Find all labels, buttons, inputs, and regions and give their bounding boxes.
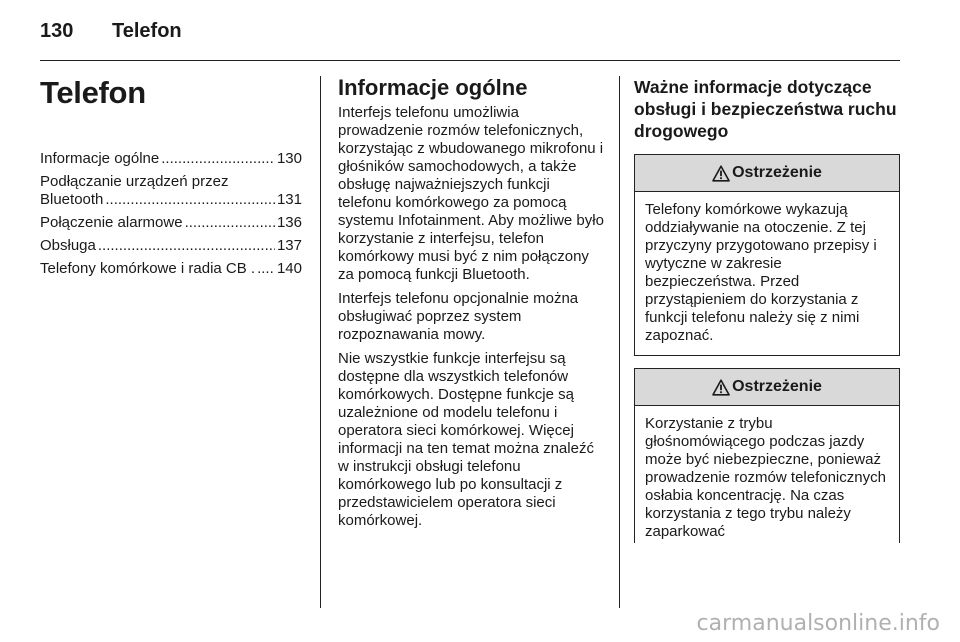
- toc-entry[interactable]: [40, 237, 302, 255]
- toc-page-number: 140: [276, 260, 302, 277]
- warning-heading: [635, 155, 899, 192]
- paragraph: Nie wszystkie funkcje interfejsu są dostępne dla wszystkich telefonów komórkowych. Dostępne funkcje są uzależnione od modelu telefonu i operatora sieci komórkowej. Więcej informacji na ten temat można znaleźć w instrukcji obsługi telefonu komórkowego lub po konsultacji z przedstawicielem operatora sieci komórkowej.: [338, 350, 594, 529]
- paragraph: Interfejs telefonu opcjonalnie można obsługiwać poprzez system rozpoznawania mowy.: [338, 290, 579, 343]
- subsection-title: Ważne informacje dotyczące obsługi i bezpieczeństwa ruchu drogowego: [634, 77, 897, 141]
- warning-text: Telefony komórkowe wykazują oddziaływanie na otoczenie. Z tej przyczyny przygotowano przepisy i wytyczne w zakresie bezpieczeństwa. Przed przystąpieniem do korzystania z funkcji telefonu należy się z nimi zapoznać.: [645, 201, 877, 344]
- warning-triangle-icon: [712, 165, 730, 182]
- warning-heading: [635, 369, 899, 406]
- toc-dot-leader: [185, 214, 275, 232]
- toc-page-number: 131: [276, 191, 302, 208]
- toc-entry-title: Bluetooth: [40, 191, 104, 208]
- warning-label: Ostrzeżenie: [732, 378, 822, 395]
- toc-entry-title: Telefony komórkowe i radia CB .: [40, 260, 256, 277]
- middle-column: [338, 76, 604, 536]
- right-column: [634, 76, 900, 555]
- warning-triangle-icon: [712, 379, 730, 396]
- toc-entry[interactable]: [40, 260, 302, 278]
- running-title: Telefon: [112, 20, 182, 42]
- table-of-contents: [40, 150, 302, 278]
- toc-dot-leader: [257, 260, 275, 278]
- warning-box: [634, 368, 900, 543]
- page-number: 130: [40, 20, 74, 42]
- column-divider-right: [619, 76, 620, 608]
- toc-entry[interactable]: [40, 173, 302, 209]
- watermark: carmanualsonline.info: [696, 611, 940, 636]
- paragraph: Interfejs telefonu umożliwia prowadzenie rozmów telefonicznych, korzystając z wbudowanego mikrofonu i głośników samochodowych, a także obsługę najważniejszych funkcji telefonu komórkowego za pomocą systemu Infotainment. Aby możliwe było korzystanie z interfejsu, telefon komórkowy musi być z nim połączony za pomocą funkcji Bluetooth.: [338, 104, 604, 283]
- chapter-title: Telefon: [40, 75, 146, 110]
- toc-entry-title: Połączenie alarmowe: [40, 214, 183, 231]
- warning-text: Korzystanie z trybu głośnomówiącego podczas jazdy może być niebezpieczne, ponieważ prowadzenie rozmów telefonicznych osłabia koncentrację. Na czas korzystania z tego trybu należy zaparkować: [645, 415, 886, 540]
- toc-entry[interactable]: [40, 214, 302, 232]
- toc-page-number: 137: [276, 237, 302, 254]
- page-header: [40, 20, 900, 48]
- column-divider-left: [320, 76, 321, 608]
- toc-dot-leader: [98, 237, 275, 255]
- toc-page-number: 136: [276, 214, 302, 231]
- warning-label: Ostrzeżenie: [732, 164, 822, 181]
- toc-entry[interactable]: [40, 150, 302, 168]
- toc-entry-title: Podłączanie urządzeń przez: [40, 173, 229, 190]
- toc-dot-leader: [105, 191, 275, 209]
- header-divider: [40, 60, 900, 61]
- toc-entry-title: Informacje ogólne: [40, 150, 160, 167]
- section-title: Informacje ogólne: [338, 75, 528, 100]
- toc-dot-leader: [161, 150, 275, 168]
- toc-page-number: 130: [276, 150, 302, 167]
- left-column: [40, 76, 302, 283]
- warning-box: [634, 154, 900, 356]
- toc-entry-title: Obsługa: [40, 237, 96, 254]
